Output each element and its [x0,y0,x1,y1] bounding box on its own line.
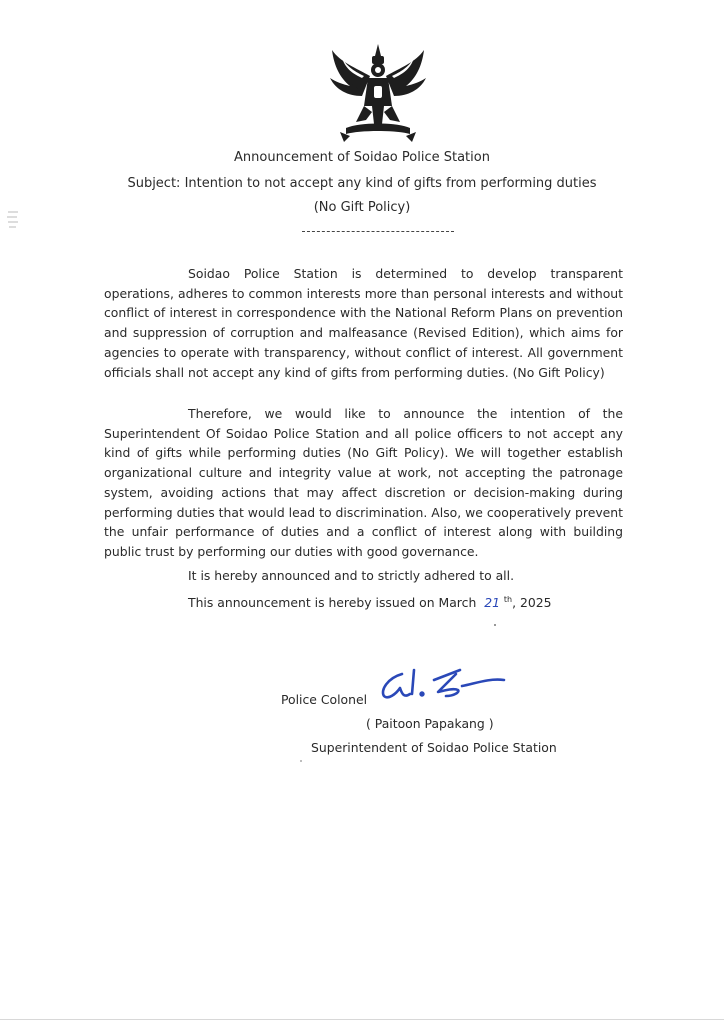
announcement-subject: Subject: Intention to not accept any kind of gifts from performing duties [127,176,597,191]
announcement-policy-name: (No Gift Policy) [313,200,411,215]
handwritten-signature [376,664,516,708]
signatory-rank: Police Colonel [281,692,368,707]
issue-date-line [188,590,552,613]
signatory-name: ( Paitoon Papakang ) [366,716,494,731]
body-paragraph-2 [104,404,623,562]
page-edge [0,1019,724,1020]
body-paragraph-2-text: Therefore, we would like to announce the intention of the Superintendent Of Soidao Police Station and all police officers to not accept any kind of gifts while performing duties (No Gift Policy). We will together establish organizational culture and integrity value at work, not accepting the patronage system, avoiding actions that may affect discretion or decision-making during performing duties that would lead to discrimination. Also, we cooperatively prevent the unfair performance of duties and a conflict of interest along with building public trust by performing our duties with good governance. [104,406,623,559]
closing-statement: It is hereby announced and to strictly adhered to all. [188,568,515,583]
scan-speck [494,624,496,626]
issue-date-prefix: This announcement is hereby issued on March [188,595,477,611]
issue-date-suffix: th [503,595,513,604]
body-paragraph-1 [104,264,623,382]
scan-artifact [6,208,20,230]
header-divider [302,231,454,232]
garuda-emblem-icon [326,42,430,146]
signatory-position: Superintendent of Soidao Police Station [311,740,557,755]
issue-date-year: , 2025 [512,595,552,611]
announcement-title: Announcement of Soidao Police Station [234,150,490,165]
issue-date-day: 21 [484,595,500,611]
body-paragraph-1-text: Soidao Police Station is determined to develop transparent operations, adheres to common interests more than personal interests and without conflict of interest in correspondence with the National Reform Plans on prevention and suppression of corruption and malfeasance (Revised Edition), which aims for agencies to operate with transparency, without conflict of interest. All government officials shall not accept any kind of gifts from performing duties. (No Gift Policy) [104,266,623,380]
scan-speck [300,760,302,762]
